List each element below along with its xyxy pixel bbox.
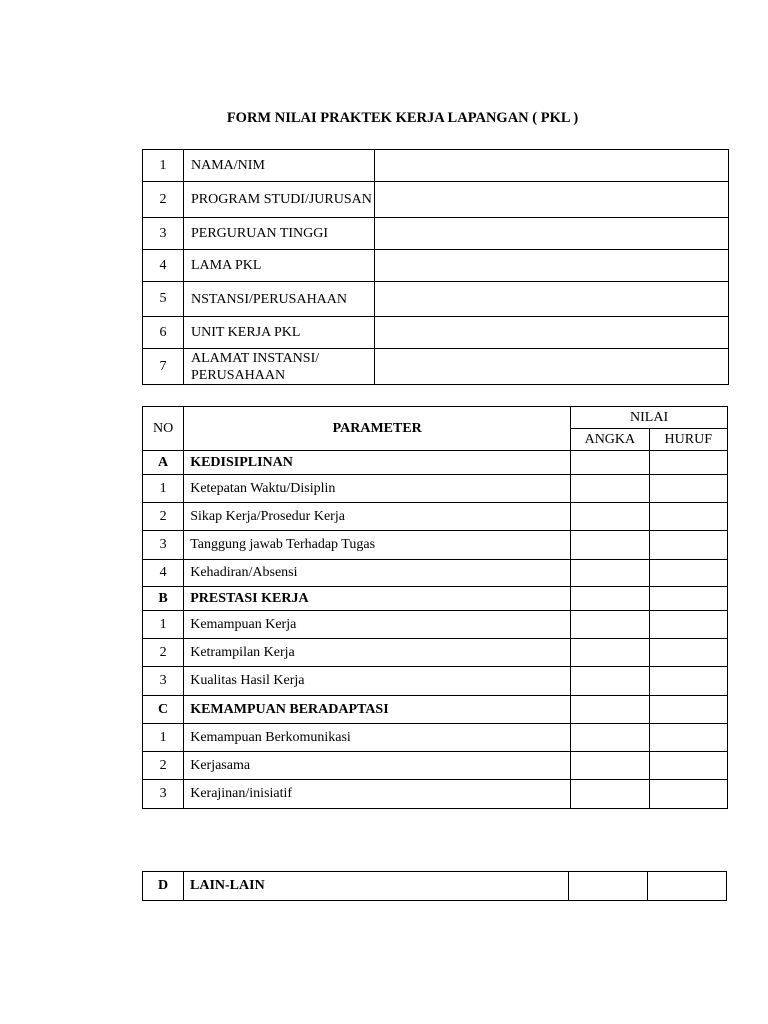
item-label: Kehadiran/Absensi [184, 560, 571, 587]
item-number: 3 [143, 531, 184, 560]
item-number: 3 [143, 667, 184, 696]
huruf-cell[interactable] [649, 696, 727, 724]
huruf-cell[interactable] [649, 639, 727, 667]
info-table [142, 149, 729, 385]
table-row [143, 724, 728, 752]
angka-cell[interactable] [571, 451, 649, 475]
table-row [143, 503, 728, 531]
huruf-cell[interactable] [649, 724, 727, 752]
angka-cell[interactable] [571, 475, 649, 503]
table-row [143, 475, 728, 503]
item-label: Kualitas Hasil Kerja [184, 667, 571, 696]
angka-cell[interactable] [571, 724, 649, 752]
section-code: B [143, 587, 184, 611]
huruf-cell[interactable] [649, 587, 727, 611]
angka-cell[interactable] [571, 587, 649, 611]
info-row-number: 2 [143, 182, 184, 218]
info-row-number: 3 [143, 218, 184, 250]
info-row-label: PERGURUAN TINGGI [184, 218, 375, 250]
item-number: 2 [143, 503, 184, 531]
info-row-number: 1 [143, 150, 184, 182]
section-code: D [143, 872, 184, 901]
table-row [143, 639, 728, 667]
huruf-cell[interactable] [649, 503, 727, 531]
info-row-program [143, 182, 729, 218]
header-no: NO [143, 407, 184, 451]
angka-cell[interactable] [571, 780, 649, 809]
info-row-unit [143, 317, 729, 349]
info-row-nama [143, 150, 729, 182]
huruf-cell[interactable] [649, 560, 727, 587]
info-row-number: 6 [143, 317, 184, 349]
huruf-cell[interactable] [649, 667, 727, 696]
evaluation-table [142, 406, 728, 809]
item-label: Ketrampilan Kerja [184, 639, 571, 667]
item-label: Kemampuan Berkomunikasi [184, 724, 571, 752]
item-label: Kerajinan/inisiatif [184, 780, 571, 809]
info-value-field[interactable] [375, 317, 729, 349]
huruf-cell[interactable] [648, 872, 727, 901]
item-label: Kemampuan Kerja [184, 611, 571, 639]
angka-cell[interactable] [571, 560, 649, 587]
item-label: Sikap Kerja/Prosedur Kerja [184, 503, 571, 531]
huruf-cell[interactable] [649, 451, 727, 475]
info-row-label: PROGRAM STUDI/JURUSAN [184, 182, 375, 218]
angka-cell[interactable] [571, 639, 649, 667]
info-value-field[interactable] [375, 282, 729, 317]
section-title: KEMAMPUAN BERADAPTASI [184, 696, 571, 724]
table-row [143, 531, 728, 560]
info-row-instansi [143, 282, 729, 317]
angka-cell[interactable] [571, 667, 649, 696]
item-number: 1 [143, 724, 184, 752]
item-label: Tanggung jawab Terhadap Tugas [184, 531, 571, 560]
info-row-alamat [143, 349, 729, 385]
huruf-cell[interactable] [649, 780, 727, 809]
huruf-cell[interactable] [649, 531, 727, 560]
section-title: KEDISIPLINAN [184, 451, 571, 475]
info-value-field[interactable] [375, 150, 729, 182]
info-row-label: UNIT KERJA PKL [184, 317, 375, 349]
angka-cell[interactable] [569, 872, 648, 901]
item-number: 1 [143, 475, 184, 503]
table-row [143, 611, 728, 639]
item-number: 2 [143, 752, 184, 780]
form-title: FORM NILAI PRAKTEK KERJA LAPANGAN ( PKL ) [226, 110, 579, 126]
item-number: 3 [143, 780, 184, 809]
section-row [143, 587, 728, 611]
info-row-number: 4 [143, 250, 184, 282]
angka-cell[interactable] [571, 696, 649, 724]
huruf-cell[interactable] [649, 752, 727, 780]
huruf-cell[interactable] [649, 475, 727, 503]
info-row-label: NSTANSI/PERUSAHAAN [184, 282, 375, 317]
table-row [143, 667, 728, 696]
item-label: Kerjasama [184, 752, 571, 780]
section-title: LAIN-LAIN [184, 872, 569, 901]
info-value-field[interactable] [375, 349, 729, 385]
header-nilai: NILAI [571, 407, 728, 429]
section-title: PRESTASI KERJA [184, 587, 571, 611]
info-value-field[interactable] [375, 182, 729, 218]
header-parameter: PARAMETER [184, 407, 571, 451]
section-code: A [143, 451, 184, 475]
table-row [143, 752, 728, 780]
item-number: 4 [143, 560, 184, 587]
info-row-number: 7 [143, 349, 184, 385]
item-number: 2 [143, 639, 184, 667]
table-row [143, 780, 728, 809]
section-row [143, 696, 728, 724]
info-row-lama [143, 250, 729, 282]
section-row [143, 451, 728, 475]
header-angka: ANGKA [571, 429, 649, 451]
header-huruf: HURUF [649, 429, 727, 451]
angka-cell[interactable] [571, 752, 649, 780]
info-row-number: 5 [143, 282, 184, 317]
angka-cell[interactable] [571, 503, 649, 531]
info-row-perguruan [143, 218, 729, 250]
info-value-field[interactable] [375, 218, 729, 250]
info-value-field[interactable] [375, 250, 729, 282]
info-row-label: ALAMAT INSTANSI/ PERUSAHAAN [184, 349, 375, 385]
item-label: Ketepatan Waktu/Disiplin [184, 475, 571, 503]
huruf-cell[interactable] [649, 611, 727, 639]
info-row-label: NAMA/NIM [184, 150, 375, 182]
section-row [143, 872, 727, 901]
header-row [143, 407, 728, 429]
table-row [143, 560, 728, 587]
info-row-label: LAMA PKL [184, 250, 375, 282]
item-number: 1 [143, 611, 184, 639]
angka-cell[interactable] [571, 611, 649, 639]
section-code: C [143, 696, 184, 724]
angka-cell[interactable] [571, 531, 649, 560]
section-d-table [142, 871, 727, 901]
